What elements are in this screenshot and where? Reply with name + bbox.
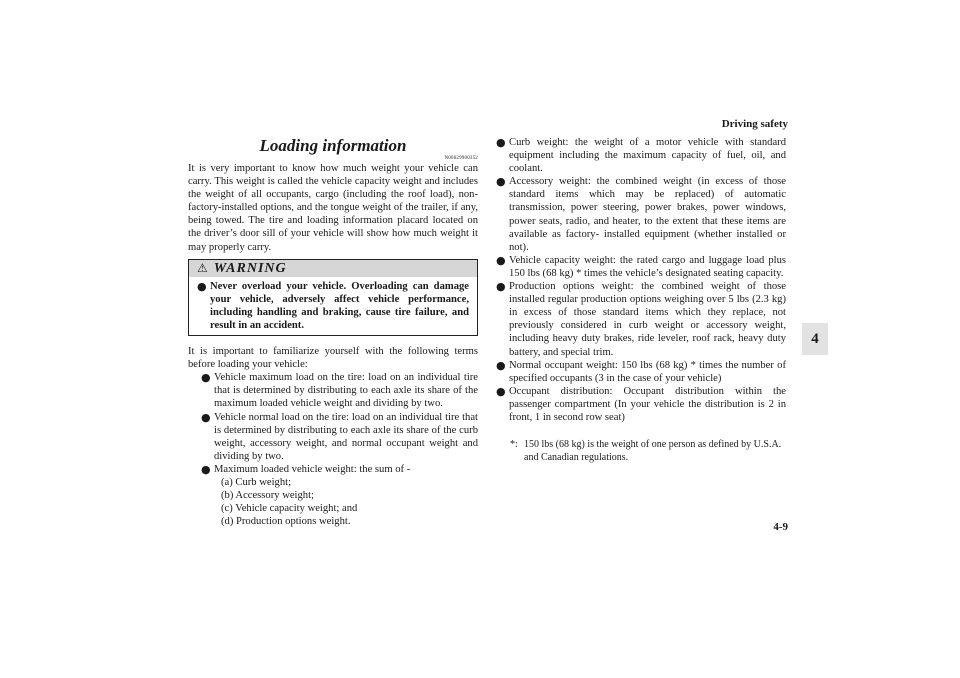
footnote-mark: *: xyxy=(510,439,518,451)
list-item: ● Vehicle maximum load on the tire: load on an individual tire that is determined by distributing to each axle its share of the maximum loaded vehicle weight and dividing by two. xyxy=(201,371,478,410)
familiarize-paragraph: It is important to familiarize yourself with the following terms before loading your vehicle: xyxy=(188,346,478,371)
sum-part: (b) Accessory weight; xyxy=(221,490,314,502)
list-item: ● Vehicle capacity weight: the rated cargo and luggage load plus 150 lbs (68 kg) * times the vehicle’s designated seating capacity. xyxy=(496,253,786,279)
sum-part: (c) Vehicle capacity weight; and xyxy=(221,503,358,515)
intro-paragraph: It is very important to know how much weight your vehicle can carry. This weight is called the vehicle capacity weight and includes the weight of all occupants, cargo (including the roof load), non-factory-installed options, and the tongue weight of the trailer, if any, being towed. The tire and loading information placard located on the driver’s door sill of your vehicle will show how much weight it may properly carry. xyxy=(188,163,478,253)
warning-triangle-icon: ⚠ xyxy=(197,260,208,275)
list-item: ● Normal occupant weight: 150 lbs (68 kg) * times the number of specified occupants (3 in the case of your vehicle) xyxy=(496,358,786,384)
list-item: ● Production options weight: the combined weight of those installed regular production options weighing over 5 lbs (2.3 kg) in excess of those standard items which they replace, not previously considered in curb weight or accessory weight, including heavy duty brakes, ride leveler, roof rack, heavy duty battery, and special trim. xyxy=(496,280,786,358)
list-item: ● Vehicle normal load on the tire: load on an individual tire that is determined by distributing to each axle its share of the curb weight, accessory weight, and normal occupant weight and dividing by two. xyxy=(201,410,478,462)
page-number: 4-9 xyxy=(773,521,788,533)
list-item: ● Curb weight: the weight of a motor vehicle with standard equipment including the maximum capacity of fuel, oil, and coolant. xyxy=(496,136,786,175)
sum-part: (d) Production options weight. xyxy=(221,516,351,528)
bullet-icon: ● xyxy=(496,175,506,189)
list-item: ● Occupant distribution: Occupant distribution within the passenger compartment (In your vehicle the distribution is 2 in front, 1 in second row seat) xyxy=(496,384,786,423)
bullet-icon: ● xyxy=(496,384,506,398)
left-column xyxy=(188,136,478,528)
bullet-icon: ● xyxy=(496,280,506,294)
bullet-icon: ● xyxy=(496,253,506,267)
bullet-icon: ● xyxy=(197,279,207,293)
sum-parts-list xyxy=(221,476,478,528)
bullet-icon: ● xyxy=(201,410,211,424)
list-item: ● Maximum loaded vehicle weight: the sum of - xyxy=(201,462,411,476)
right-column xyxy=(496,136,786,464)
chapter-tab: 4 xyxy=(802,323,828,355)
left-term-list xyxy=(188,371,478,528)
sum-part: (a) Curb weight; xyxy=(221,476,292,488)
warning-box xyxy=(188,259,478,336)
warning-item: ● Never overload your vehicle. Overloading can damage your vehicle, adversely affect vehicle performance, including handling and braking, cause tire failure, and result in an accident. xyxy=(197,279,469,331)
bullet-icon: ● xyxy=(201,371,211,385)
bullet-icon: ● xyxy=(496,358,506,372)
list-item: ● Accessory weight: the combined weight (in excess of those standard items which may be replaced) of automatic transmission, power steering, power brakes, power windows, power seats, radio, and heater, to the extent that these items are available as factory- installed equipment (whether installed or not). xyxy=(496,175,786,253)
bullet-icon: ● xyxy=(496,136,506,149)
warning-body xyxy=(189,277,477,335)
section-title: Loading information xyxy=(259,136,407,155)
warning-header xyxy=(189,260,477,277)
warning-label: WARNING xyxy=(213,260,287,276)
bullet-icon: ● xyxy=(201,462,211,476)
footnote-text: 150 lbs (68 kg) is the weight of one person as defined by U.S.A. and Canadian regulations. xyxy=(524,439,782,464)
footnote xyxy=(510,438,786,464)
section-header: Driving safety xyxy=(721,118,788,130)
document-code: N00629900352 xyxy=(444,156,478,161)
